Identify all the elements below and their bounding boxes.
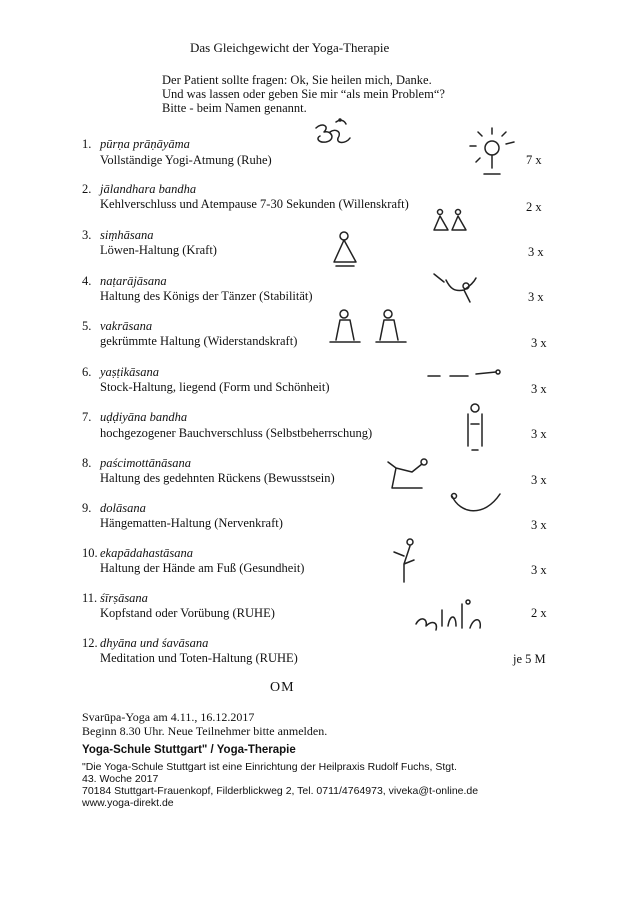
abdominal-lock-pose-icon	[460, 400, 490, 456]
item-reps: 3 x	[531, 518, 547, 532]
item-description: Kopfstand oder Vorübung (RUHE)	[100, 606, 275, 620]
item-sanskrit-name: yaṣṭikāsana	[100, 365, 160, 379]
item-number: 7.	[82, 410, 92, 424]
item-number: 2.	[82, 182, 92, 196]
item-sanskrit-name: vakrāsana	[100, 319, 153, 333]
item-number: 11.	[82, 591, 98, 605]
footer-line: 43. Woche 2017	[82, 773, 159, 785]
item-reps: je 5 M	[513, 652, 546, 666]
item-reps: 7 x	[526, 153, 542, 167]
item-reps: 2 x	[526, 200, 542, 214]
item-description: Haltung des Königs der Tänzer (Stabilität)	[100, 289, 313, 303]
item-sanskrit-name: dhyāna und śavāsana	[100, 636, 209, 650]
om-symbol-icon	[310, 118, 358, 154]
item-description: Kehlverschluss und Atempause 7-30 Sekunden (Willenskraft)	[100, 197, 409, 211]
item-sanskrit-name: śīrṣāsana	[100, 591, 148, 605]
item-sanskrit-name: pūrṇa prāṇāyāma	[100, 137, 190, 151]
school-name: Yoga-Schule Stuttgart" / Yoga-Therapie	[82, 744, 296, 756]
item-number: 4.	[82, 274, 92, 288]
item-number: 6.	[82, 365, 92, 379]
intro-line-1: Der Patient sollte fragen: Ok, Sie heilen mich, Danke.	[162, 73, 432, 87]
item-number: 3.	[82, 228, 92, 242]
headstand-pose-icon	[410, 596, 490, 636]
item-reps: 3 x	[528, 245, 544, 259]
item-reps: 3 x	[531, 382, 547, 396]
item-sanskrit-name: paścimottānāsana	[100, 456, 191, 470]
item-sanskrit-name: uḍḍiyāna bandha	[100, 410, 188, 424]
item-description: Haltung der Hände am Fuß (Gesundheit)	[100, 561, 305, 575]
item-number: 12.	[82, 636, 98, 650]
intro-line-2: Und was lassen oder geben Sie mir “als mein Problem“?	[162, 87, 445, 101]
item-sanskrit-name: siṃhāsana	[100, 228, 154, 242]
footer-line: "Die Yoga-Schule Stuttgart ist eine Einrichtung der Heilpraxis Rudolf Fuchs, Stgt.	[82, 761, 457, 773]
item-description: Haltung des gedehnten Rückens (Bewusstsein)	[100, 471, 335, 485]
item-number: 1.	[82, 137, 92, 151]
item-description: hochgezogener Bauchverschluss (Selbstbeherrschung)	[100, 426, 373, 440]
item-sanskrit-name: ekapādahastāsana	[100, 546, 194, 560]
lion-pose-icon	[326, 228, 362, 272]
item-number: 10.	[82, 546, 98, 560]
sun-breathing-figure-icon	[462, 124, 522, 184]
hands-to-foot-pose-icon	[386, 536, 422, 586]
stick-pose-icon	[424, 364, 504, 384]
course-date-line: Svarūpa-Yoga am 4.11., 16.12.2017	[82, 710, 255, 724]
throat-lock-pose-icon	[428, 200, 472, 236]
item-sanskrit-name: jālandhara bandha	[100, 182, 197, 196]
item-number: 9.	[82, 501, 92, 515]
intro-line-3: Bitte - beim Namen genannt.	[162, 101, 307, 115]
item-number: 5.	[82, 319, 92, 333]
om-heading: OM	[270, 680, 295, 695]
item-reps: 3 x	[531, 563, 547, 577]
item-reps: 3 x	[531, 473, 547, 487]
forward-bend-pose-icon	[382, 454, 432, 494]
hammock-pose-icon	[446, 488, 506, 524]
item-reps: 2 x	[531, 606, 547, 620]
item-reps: 3 x	[528, 290, 544, 304]
item-description: Vollständige Yogi-Atmung (Ruhe)	[100, 153, 272, 167]
twist-pose-icon	[322, 300, 422, 350]
item-description: Löwen-Haltung (Kraft)	[100, 243, 217, 257]
footer-address: 70184 Stuttgart-Frauenkopf, Filderblickweg 2, Tel. 0711/4764973, viveka@t-online.de	[82, 785, 479, 797]
footer-website: www.yoga-direkt.de	[82, 797, 174, 809]
item-number: 8.	[82, 456, 92, 470]
item-description: Hängematten-Haltung (Nervenkraft)	[100, 516, 283, 530]
item-description: gekrümmte Haltung (Widerstandskraft)	[100, 334, 298, 348]
item-description: Meditation und Toten-Haltung (RUHE)	[100, 651, 298, 665]
item-reps: 3 x	[531, 427, 547, 441]
item-description: Stock-Haltung, liegend (Form und Schönheit)	[100, 380, 330, 394]
page-title: Das Gleichgewicht der Yoga-Therapie	[190, 40, 390, 55]
item-sanskrit-name: naṭarājāsana	[100, 274, 167, 288]
item-reps: 3 x	[531, 336, 547, 350]
item-sanskrit-name: dolāsana	[100, 501, 146, 515]
dancer-pose-icon	[430, 268, 480, 308]
course-start-line: Beginn 8.30 Uhr. Neue Teilnehmer bitte anmelden.	[82, 724, 328, 738]
